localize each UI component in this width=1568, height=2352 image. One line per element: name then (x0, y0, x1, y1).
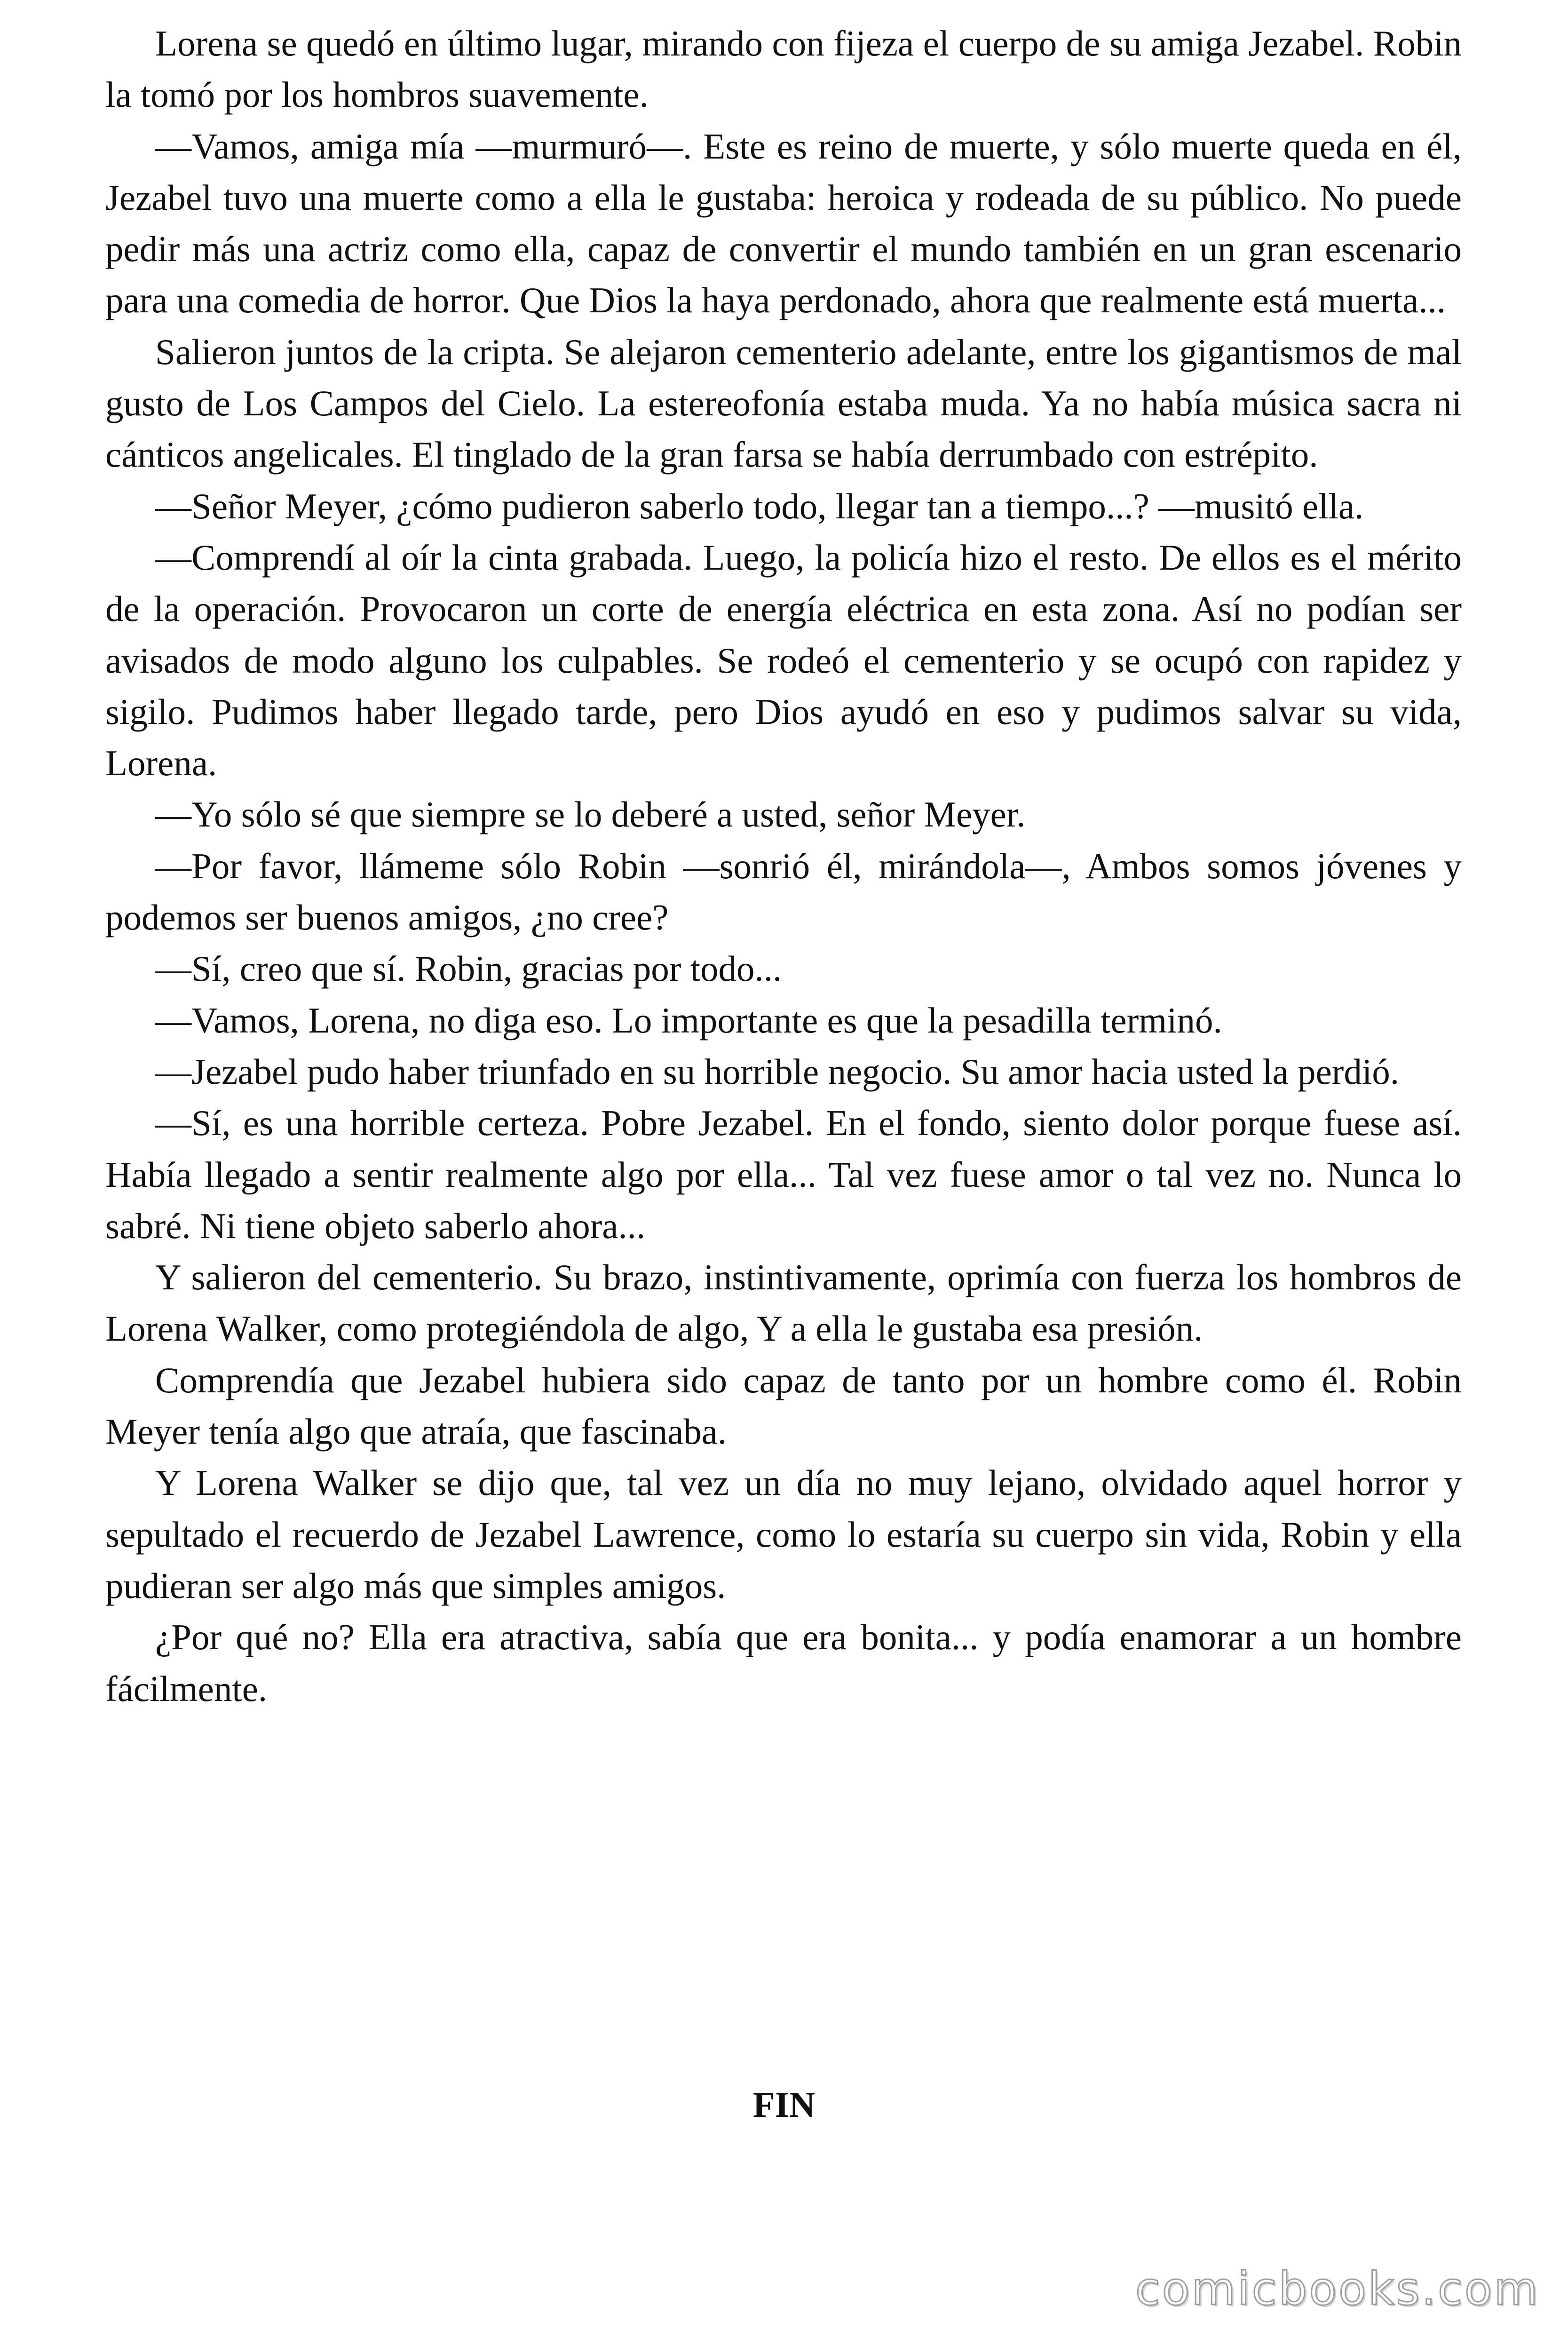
paragraph: —Sí, creo que sí. Robin, gracias por todo... (155, 948, 782, 989)
watermark-logo: comicbooks.com (1135, 2263, 1540, 2315)
paragraph: Lorena se quedó en último lugar, mirando con fijeza el cuerpo de su amiga Jezabel. Robin la tomó por los hombros suavemente. (105, 23, 1462, 115)
paragraph: ¿Por qué no? Ella era atractiva, sabía que era bonita... y podía enamorar a un hombre fácilmente. (105, 1617, 1462, 1709)
end-mark: FIN (752, 2084, 816, 2125)
paragraph: Y salieron del cementerio. Su brazo, instintivamente, oprimía con fuerza los hombros de Lorena Walker, como protegiéndola de algo, Y a ella le gustaba esa presión. (105, 1257, 1462, 1349)
paragraph: —Jezabel pudo haber triunfado en su horrible negocio. Su amor hacia usted la perdió. (155, 1051, 1399, 1092)
paragraph: Salieron juntos de la cripta. Se alejaron cementerio adelante, entre los gigantismos de mal gusto de Los Campos del Cielo. La estereofonía estaba muda. Ya no había música sacra ni cánticos angelicales. El tinglado de la gran farsa se había derrumbado con estrépito. (105, 331, 1462, 475)
paragraph: —Yo sólo sé que siempre se lo deberé a usted, señor Meyer. (155, 794, 1026, 835)
paragraph: Comprendía que Jezabel hubiera sido capaz de tanto por un hombre como él. Robin Meyer tenía algo que atraía, que fascinaba. (105, 1359, 1462, 1452)
body-text (105, 18, 1462, 1715)
paragraph: —Comprendí al oír la cinta grabada. Luego, la policía hizo el resto. De ellos es el mérito de la operación. Provocaron un corte de energía eléctrica en esta zona. Así no podían ser avisados de modo alguno los culpables. Se rodeó el cementerio y se ocupó con rapidez y sigilo. Pudimos haber llegado tarde, pero Dios ayudó en eso y pudimos salvar su vida, Lorena. (105, 537, 1462, 784)
paragraph: —Vamos, Lorena, no diga eso. Lo importante es que la pesadilla terminó. (155, 1000, 1222, 1041)
paragraph: —Sí, es una horrible certeza. Pobre Jezabel. En el fondo, siento dolor porque fuese así. Había llegado a sentir realmente algo por ella... Tal vez fuese amor o tal vez no. Nunca lo sabré. Ni tiene objeto saberlo ahora... (105, 1103, 1462, 1246)
paragraph: Y Lorena Walker se dijo que, tal vez un día no muy lejano, olvidado aquel horror y sepultado el recuerdo de Jezabel Lawrence, como lo estaría su cuerpo sin vida, Robin y ella pudieran ser algo más que simples amigos. (105, 1462, 1462, 1606)
paragraph: —Vamos, amiga mía —murmuró—. Este es reino de muerte, y sólo muerte queda en él, Jezabel tuvo una muerte como a ella le gustaba: heroica y rodeada de su público. No puede pedir más una actriz como ella, capaz de convertir el mundo también en un gran escenario para una comedia de horror. Que Dios la haya perdonado, ahora que realmente está muerta... (105, 126, 1462, 321)
paragraph: —Por favor, llámeme sólo Robin —sonrió él, mirándola—, Ambos somos jóvenes y podemos ser buenos amigos, ¿no cree? (105, 845, 1462, 938)
paragraph: —Señor Meyer, ¿cómo pudieron saberlo todo, llegar tan a tiempo...? —musitó ella. (155, 485, 1364, 526)
